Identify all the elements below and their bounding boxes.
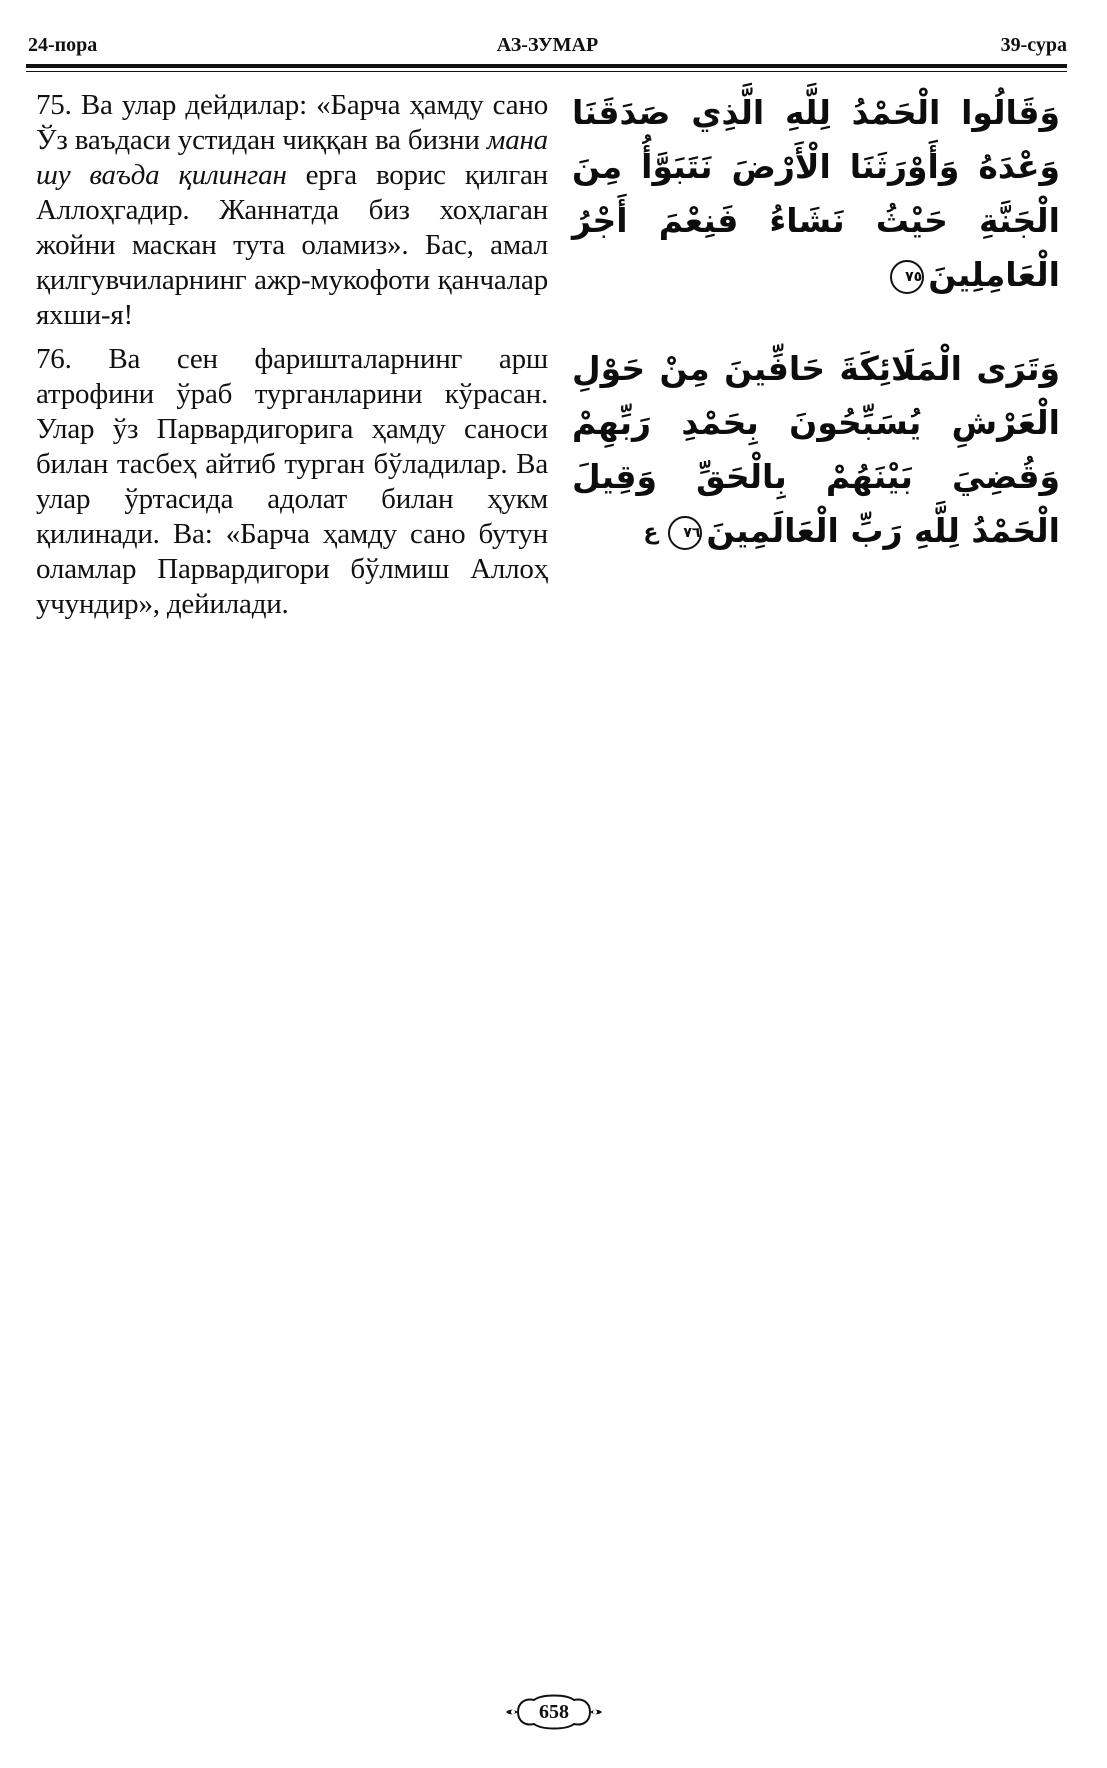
ayah-marker-75: ٧٥ bbox=[890, 260, 924, 294]
verse-75-number: 75. bbox=[36, 89, 72, 121]
verse-75-text-before: Ва улар дейдилар: «Барча ҳамду сано Ўз ваъдаси устидан чиққан ва бизни bbox=[36, 89, 548, 156]
surah-number: 39-сура bbox=[1000, 34, 1067, 56]
page-number-ornament bbox=[504, 1694, 604, 1730]
header-rule-thin bbox=[26, 71, 1067, 72]
verse-75-arabic-text: وَقَالُوا الْحَمْدُ لِلَّهِ الَّذِي صَدَقَنَا وَعْدَهُ وَأَوْرَثَنَا الْأَرْضَ نَتَبَوَّأُ مِنَ الْجَنَّةِ حَيْثُ نَشَاءُ فَنِعْمَ أَجْرُ الْعَامِلِينَ bbox=[572, 93, 1060, 294]
ruku-section-mark: ع bbox=[643, 519, 659, 545]
verse-76-number: 76. bbox=[36, 343, 72, 375]
page-header bbox=[28, 34, 1067, 64]
juz-label: 24-пора bbox=[28, 34, 98, 56]
verse-75-text-after: ерга ворис қилган Аллоҳгадир. Жаннатда биз хоҳлаган жойни маскан тута оламиз». Бас, амал қилгувчиларнинг ажр-мукофоти қанчалар яхши-я! bbox=[36, 159, 548, 331]
verse-75-translation bbox=[36, 88, 548, 333]
verse-76-translation bbox=[36, 342, 548, 622]
verse-76-text: Ва сен фаришталарнинг арш атрофини ўраб турганларини кўрасан. Улар ўз Парвардигорига ҳамду саноси билан тасбеҳ айтиб турган бўладилар. Ва улар ўртасида адолат билан ҳукм қилинади. Ва: «Барча ҳамду сано бутун оламлар Парвардигори бўлмиш Аллоҳ учундир», дейилади. bbox=[36, 343, 548, 620]
ayah-marker-76: ٧٦ bbox=[668, 516, 702, 550]
header-rule-thick bbox=[26, 64, 1067, 68]
page-number: 658 bbox=[539, 1701, 569, 1723]
verse-75-italic: мана шу ваъда қилинган bbox=[36, 124, 548, 191]
verse-75-arabic bbox=[572, 86, 1060, 302]
verse-76-arabic bbox=[572, 342, 1060, 560]
verse-76-arabic-text: وَتَرَى الْمَلَائِكَةَ حَافِّينَ مِنْ حَوْلِ الْعَرْشِ يُسَبِّحُونَ بِحَمْدِ رَبِّهِمْ وَقُضِيَ بَيْنَهُمْ بِالْحَقِّ وَقِيلَ الْحَمْدُ لِلَّهِ رَبِّ الْعَالَمِينَ bbox=[572, 349, 1060, 550]
surah-title: АЗ-ЗУМАР bbox=[496, 34, 599, 56]
